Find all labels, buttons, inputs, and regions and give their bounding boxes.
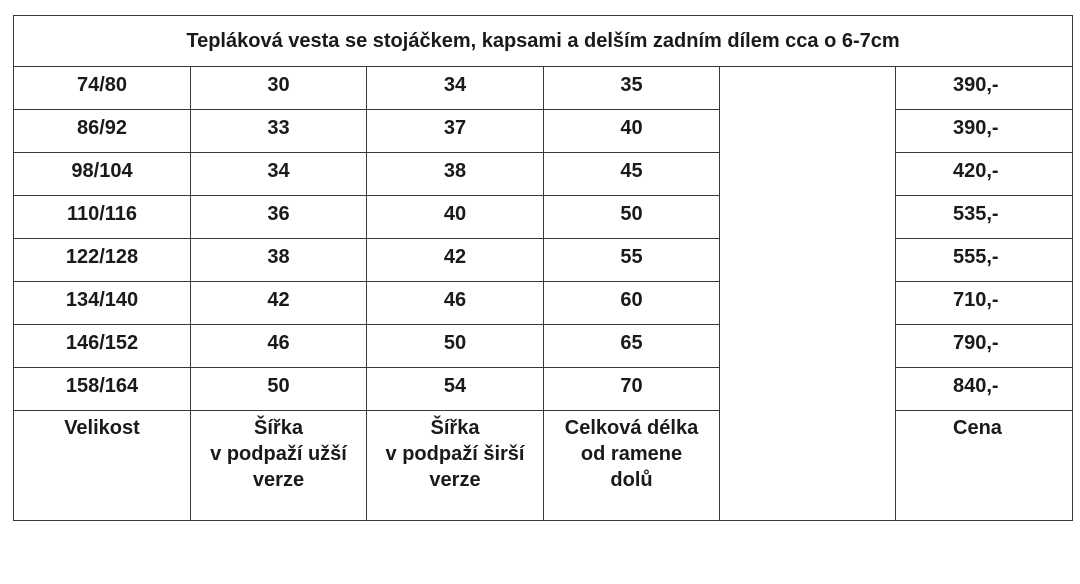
length-cell: 40	[544, 110, 720, 153]
narrow-width-cell: 38	[191, 239, 367, 282]
table-title: Tepláková vesta se stojáčkem, kapsami a delším zadním dílem cca o 6-7cm	[14, 16, 1073, 67]
length-header-line: dolů	[610, 469, 653, 491]
length-header-line: od ramene	[580, 443, 683, 465]
narrow-width-header-line: Šířka	[254, 417, 303, 439]
narrow-width-cell: 33	[191, 110, 367, 153]
length-cell: 70	[544, 368, 720, 411]
wide-width-cell: 37	[367, 110, 544, 153]
length-cell: 50	[544, 196, 720, 239]
length-cell: 55	[544, 239, 720, 282]
length-header-line: Celková délka	[564, 417, 699, 439]
narrow-width-cell: 50	[191, 368, 367, 411]
price-cell: 840,-	[896, 368, 1073, 411]
price-header	[896, 411, 1073, 521]
narrow-width-header-line: verze	[252, 469, 305, 491]
price-cell: 555,-	[896, 239, 1073, 282]
size-cell: 122/128	[14, 239, 191, 282]
wide-width-cell: 40	[367, 196, 544, 239]
wide-width-header-line: Šířka	[430, 417, 480, 439]
size-cell: 158/164	[14, 368, 191, 411]
table-row	[14, 239, 1073, 282]
table-row	[14, 325, 1073, 368]
wide-width-cell: 46	[367, 282, 544, 325]
size-header-line: Velikost	[64, 417, 140, 439]
wide-width-cell: 42	[367, 239, 544, 282]
header-row	[14, 411, 1073, 521]
table-row	[14, 368, 1073, 411]
price-cell: 535,-	[896, 196, 1073, 239]
narrow-width-cell: 30	[191, 67, 367, 110]
length-cell: 65	[544, 325, 720, 368]
price-cell: 710,-	[896, 282, 1073, 325]
narrow-width-header	[191, 411, 367, 521]
table-row	[14, 282, 1073, 325]
size-header	[14, 411, 191, 521]
size-cell: 110/116	[14, 196, 191, 239]
wide-width-header-line: verze	[429, 469, 481, 491]
length-cell: 60	[544, 282, 720, 325]
table-row	[14, 67, 1073, 110]
size-cell: 86/92	[14, 110, 191, 153]
price-cell: 420,-	[896, 153, 1073, 196]
size-cell: 146/152	[14, 325, 191, 368]
size-cell: 98/104	[14, 153, 191, 196]
price-cell: 790,-	[896, 325, 1073, 368]
table-row	[14, 110, 1073, 153]
narrow-width-cell: 46	[191, 325, 367, 368]
narrow-width-cell: 36	[191, 196, 367, 239]
table-row	[14, 196, 1073, 239]
size-cell: 134/140	[14, 282, 191, 325]
table-row	[14, 153, 1073, 196]
narrow-width-header-line: v podpaží užší	[210, 443, 347, 465]
size-table	[13, 15, 1073, 521]
length-cell: 45	[544, 153, 720, 196]
narrow-width-cell: 34	[191, 153, 367, 196]
price-cell: 390,-	[896, 110, 1073, 153]
length-header	[544, 411, 720, 521]
narrow-width-cell: 42	[191, 282, 367, 325]
size-cell: 74/80	[14, 67, 191, 110]
wide-width-header-line: v podpaží širší	[385, 443, 525, 465]
price-header-line: Cena	[953, 417, 1002, 439]
price-cell: 390,-	[896, 67, 1073, 110]
length-cell: 35	[544, 67, 720, 110]
wide-width-cell: 34	[367, 67, 544, 110]
empty-column	[720, 67, 896, 521]
wide-width-cell: 54	[367, 368, 544, 411]
wide-width-cell: 50	[367, 325, 544, 368]
wide-width-cell: 38	[367, 153, 544, 196]
wide-width-header	[367, 411, 544, 521]
